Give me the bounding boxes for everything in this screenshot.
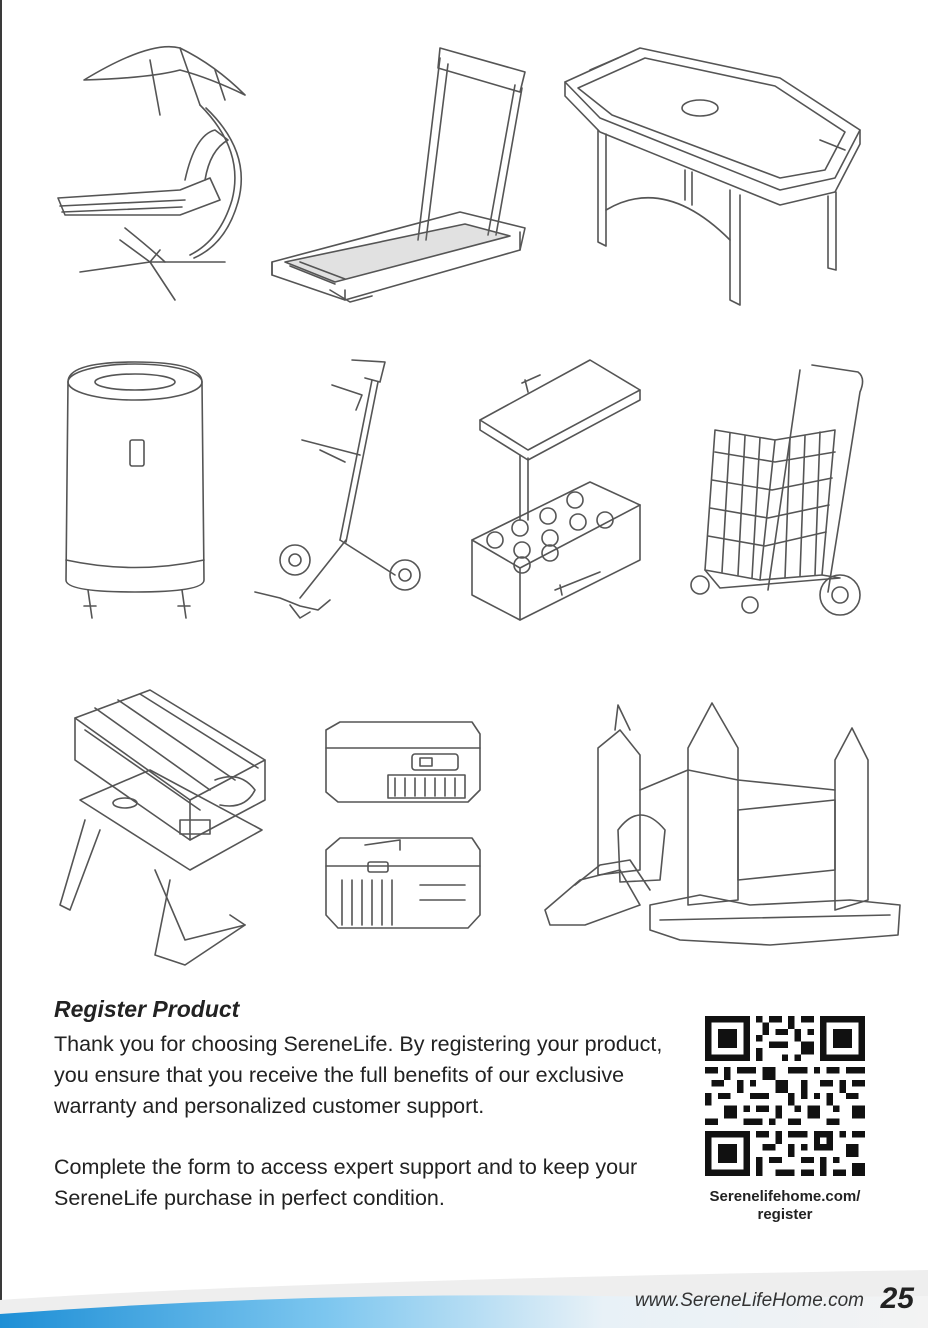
hanging-lounge-chair-icon [58, 47, 245, 300]
treadmill-icon [272, 48, 525, 302]
golf-push-cart-icon [255, 360, 420, 618]
foosball-table-icon [60, 690, 265, 965]
air-hockey-table-icon [565, 48, 860, 305]
register-product-heading: Register Product [54, 996, 240, 1022]
qr-code-icon[interactable] [705, 1016, 865, 1176]
footer-website-link[interactable]: www.SereneLifeHome.com [634, 1290, 864, 1311]
register-intro-paragraph: Thank you for choosing SereneLife. By registering your product, you ensure that you receive the full benefits of our exclusive warranty and personalized customer support. [54, 1032, 663, 1118]
qr-caption-line1: Serenelifehome.com/ [709, 1188, 861, 1205]
qr-caption-line2: register [757, 1206, 813, 1223]
cooler-box-icon [326, 722, 480, 928]
foot-massager-icon [472, 360, 640, 620]
bounce-house-icon [545, 703, 900, 945]
air-purifier-icon [66, 362, 204, 618]
shopping-cart-icon [691, 365, 863, 615]
register-form-paragraph: Complete the form to access expert support and to keep your SereneLife purchase in perfect condition. [54, 1155, 638, 1210]
page-number: 25 [880, 1282, 914, 1315]
qr-caption [690, 1188, 880, 1224]
